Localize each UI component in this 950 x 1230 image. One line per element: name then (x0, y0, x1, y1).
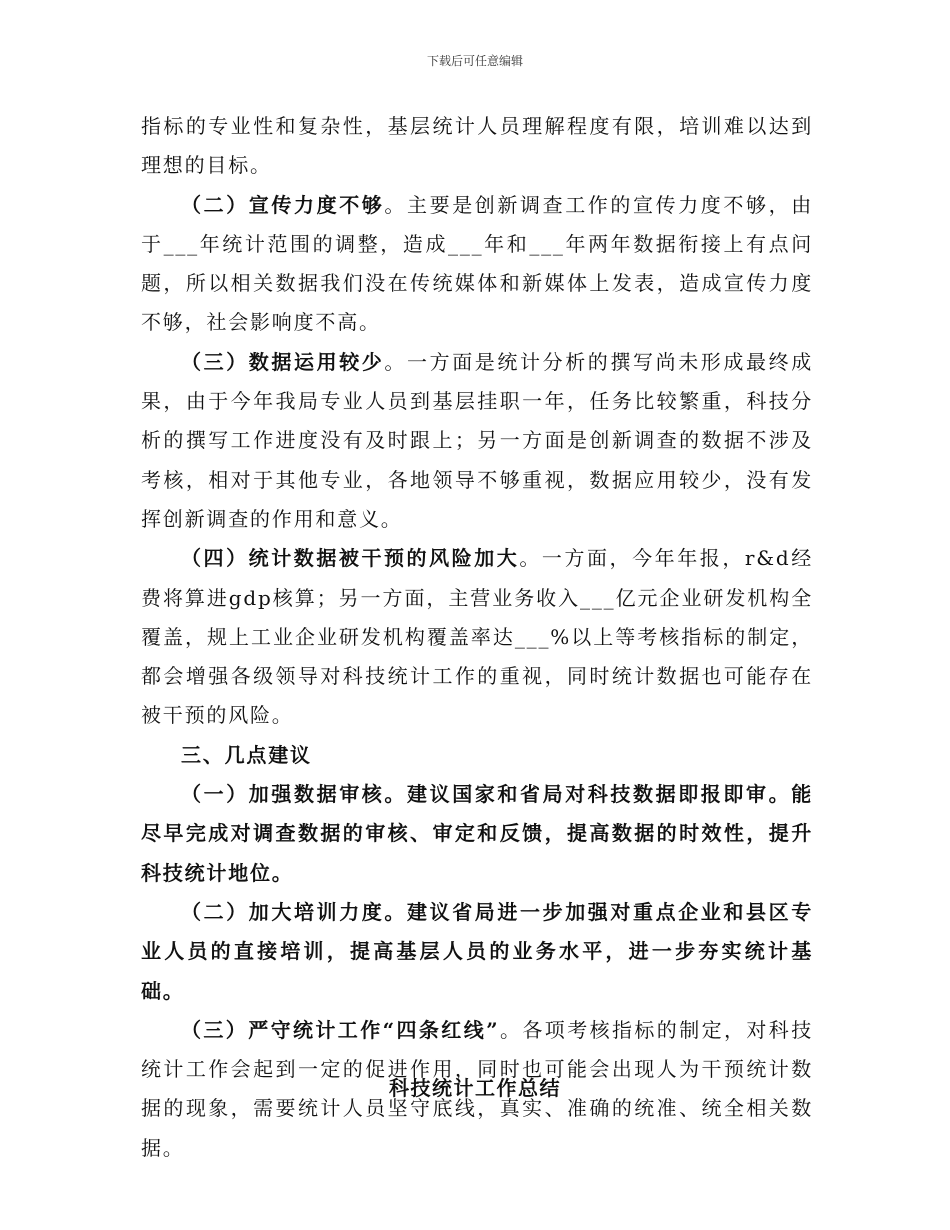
document-body (141, 107, 813, 1168)
paragraph-heading: （四）统计数据被干预的风险加大 (181, 546, 520, 571)
paragraph-data-usage (141, 343, 813, 539)
paragraph-text: 。一方面是统计分析的撰写尚未形成最终成果，由于今年我局专业人员到基层挂职一年，任务比较繁重，科技分析的撰写工作进度没有及时跟上；另一方面是创新调查的数据不涉及考核，相对于其他专业，各地领导不够重视，数据应用较少，没有发挥创新调查的作用和意义。 (141, 349, 814, 531)
paragraph-continuation: 指标的专业性和复杂性，基层统计人员理解程度有限，培训难以达到理想的目标。 (141, 114, 813, 178)
paragraph-heading: （二）宣传力度不够 (181, 192, 385, 217)
paragraph-text: 。建议国家和省局对科技数据即报即审。能尽早完成对调查数据的审核、审定和反馈，提高数据的时效性，提升科技统计地位。 (141, 782, 814, 885)
paragraph-text: 。建议省局进一步加强对重点企业和县区专业人员的直接培训，提高基层人员的业务水平，进一步夯实统计基础。 (141, 899, 814, 1003)
document-title: 科技统计工作总结 (389, 1076, 561, 1100)
page-header: 下载后可任意编辑 (426, 54, 523, 68)
paragraph-heading: （一）加强数据审核 (181, 782, 385, 807)
paragraph-publicity (141, 186, 813, 343)
paragraph-heading: （三）数据运用较少 (181, 349, 385, 374)
paragraph-text: 。各项考核指标的制定，对科技统计工作会起到一定的促进作用，同时也可能会出现人为干预统计数据的现象，需要统计人员坚守底线，真实、准确的统准、统全相关数据。 (141, 1017, 813, 1160)
paragraph-training (141, 893, 813, 1011)
paragraph-data-review (141, 775, 813, 893)
paragraph-interference-risk (141, 539, 813, 735)
paragraph-heading: （三）严守统计工作“四条红线” (181, 1017, 500, 1042)
paragraph-text: 。主要是创新调查工作的宣传力度不够，由于___年统计范围的调整，造成___年和___年两年数据衔接上有点问题，所以相关数据我们没在传统媒体和新媒体上发表，造成宣传力度不够，社会影响度不高。 (141, 192, 814, 335)
paragraph-text: 。一方面，今年年报，r&d经费将算进gdp核算；另一方面，主营业务收入___亿元企业研发机构全覆盖，规上工业企业研发机构覆盖率达___%以上等考核指标的制定，都会增强各级领导对科技统计工作的重视，同时统计数据也可能存在被干预的风险。 (141, 546, 813, 728)
paragraph-heading: （二）加大培训力度 (181, 899, 385, 924)
section-heading: 三、几点建议 (181, 742, 312, 767)
